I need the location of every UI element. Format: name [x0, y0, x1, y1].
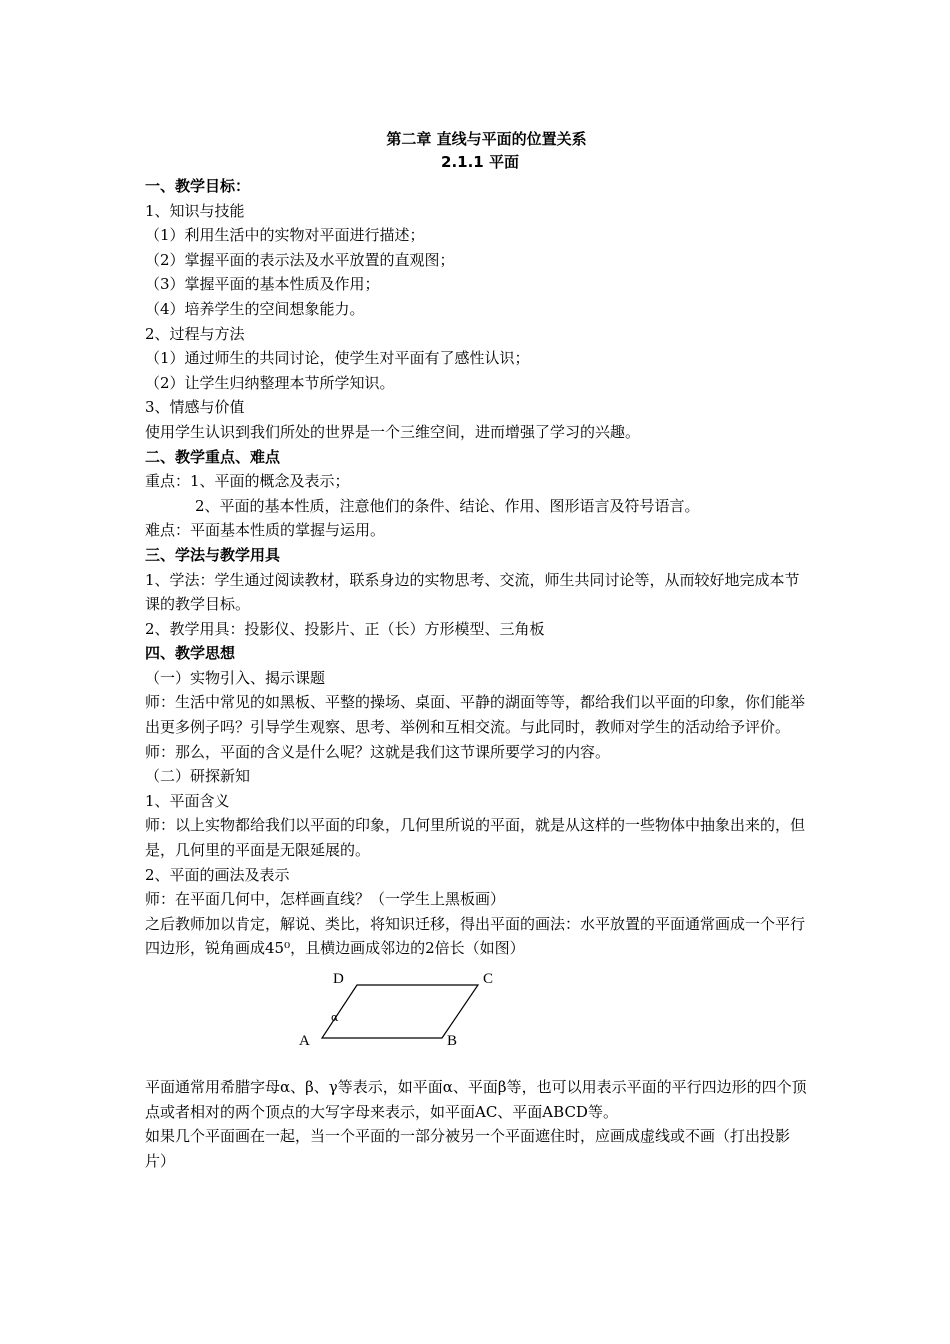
teacher-para-2: 师：那么，平面的含义是什么呢？这就是我们这节课所要学习的内容。 — [145, 742, 611, 761]
method-text: 1、学法：学生通过阅读教材，联系身边的实物思考、交流，师生共同讨论等，从而较好地完成本节课的教学目标。 — [145, 570, 800, 614]
part-1-title: （一）实物引入、揭示课题 — [145, 668, 326, 687]
sub-plane-meaning: 1、平面含义 — [145, 791, 230, 810]
vertex-a-label: A — [299, 1033, 310, 1049]
subheading-knowledge: 1、知识与技能 — [145, 201, 245, 220]
chapter-title: 第二章 直线与平面的位置关系 — [386, 130, 587, 148]
teacher-para-1: 师：生活中常见的如黑板、平整的操场、桌面、平静的湖面等等，都给我们以平面的印象，你们能举出更多例子吗？引导学生观察、思考、举例和互相交流。与此同时，教师对学生的活动给予评价。 — [145, 693, 806, 737]
parallelogram-figure — [145, 963, 810, 1069]
subheading-emotion: 3、情感与价值 — [145, 398, 245, 417]
vertex-b-label: B — [447, 1033, 458, 1049]
parallelogram-svg — [145, 963, 810, 1069]
heading-objectives: 一、教学目标： — [145, 177, 251, 195]
knowledge-item-4: （4）培养学生的空间想象能力。 — [145, 299, 365, 318]
knowledge-item-3: （3）掌握平面的基本性质及作用； — [145, 275, 380, 294]
vertex-c-label: C — [483, 971, 494, 987]
vertex-d-label: D — [333, 971, 344, 987]
document-page — [145, 128, 810, 1173]
keypoint-2: 2、平面的基本性质，注意他们的条件、结论、作用、图形语言及符号语言。 — [195, 496, 700, 515]
section-title: 2.1.1 平面 — [441, 153, 519, 171]
part-2-title: （二）研探新知 — [145, 767, 251, 786]
tools-text: 2、教学用具：投影仪、投影片、正（长）方形模型、三角板 — [145, 619, 545, 638]
process-item-2: （2）让学生归纳整理本节所学知识。 — [145, 373, 395, 392]
subheading-process: 2、过程与方法 — [145, 324, 245, 343]
difficulty-text: 难点：平面基本性质的掌握与运用。 — [145, 521, 386, 540]
teacher-para-7: 如果几个平面画在一起，当一个平面的一部分被另一个平面遮住时，应画成虚线或不画（打出投影片） — [145, 1127, 791, 1170]
angle-alpha-label: α — [331, 1011, 339, 1024]
teacher-para-5: 之后教师加以肯定，解说、类比，将知识迁移，得出平面的画法：水平放置的平面通常画成一个平行四边形，锐角画成45⁰，且横边画成邻边的2倍长（如图） — [145, 914, 806, 958]
heading-keypoints: 二、教学重点、难点 — [145, 447, 281, 466]
heading-teaching: 四、教学思想 — [145, 644, 236, 663]
emotion-text: 使用学生认识到我们所处的世界是一个三维空间，进而增强了学习的兴趣。 — [145, 422, 641, 441]
sub-plane-drawing: 2、平面的画法及表示 — [145, 865, 290, 884]
keypoint-1: 重点：1、平面的概念及表示； — [145, 472, 350, 491]
teacher-para-6: 平面通常用希腊字母α、β、γ等表示，如平面α、平面β等，也可以用表示平面的平行四边形的四个顶点或者相对的两个顶点的大写字母来表示，如平面AC、平面ABCD等。 — [145, 1078, 807, 1121]
teacher-para-3: 师：以上实物都给我们以平面的印象，几何里所说的平面，就是从这样的一些物体中抽象出来的，但是，几何里的平面是无限延展的。 — [145, 816, 806, 860]
parallelogram-shape — [322, 985, 478, 1038]
knowledge-item-1: （1）利用生活中的实物对平面进行描述； — [145, 226, 425, 245]
process-item-1: （1）通过师生的共同讨论，使学生对平面有了感性认识； — [145, 349, 530, 368]
teacher-para-4: 师：在平面几何中，怎样画直线？（一学生上黑板画） — [145, 890, 506, 909]
knowledge-item-2: （2）掌握平面的表示法及水平放置的直观图； — [145, 250, 455, 269]
heading-methods: 三、学法与教学用具 — [145, 545, 281, 564]
